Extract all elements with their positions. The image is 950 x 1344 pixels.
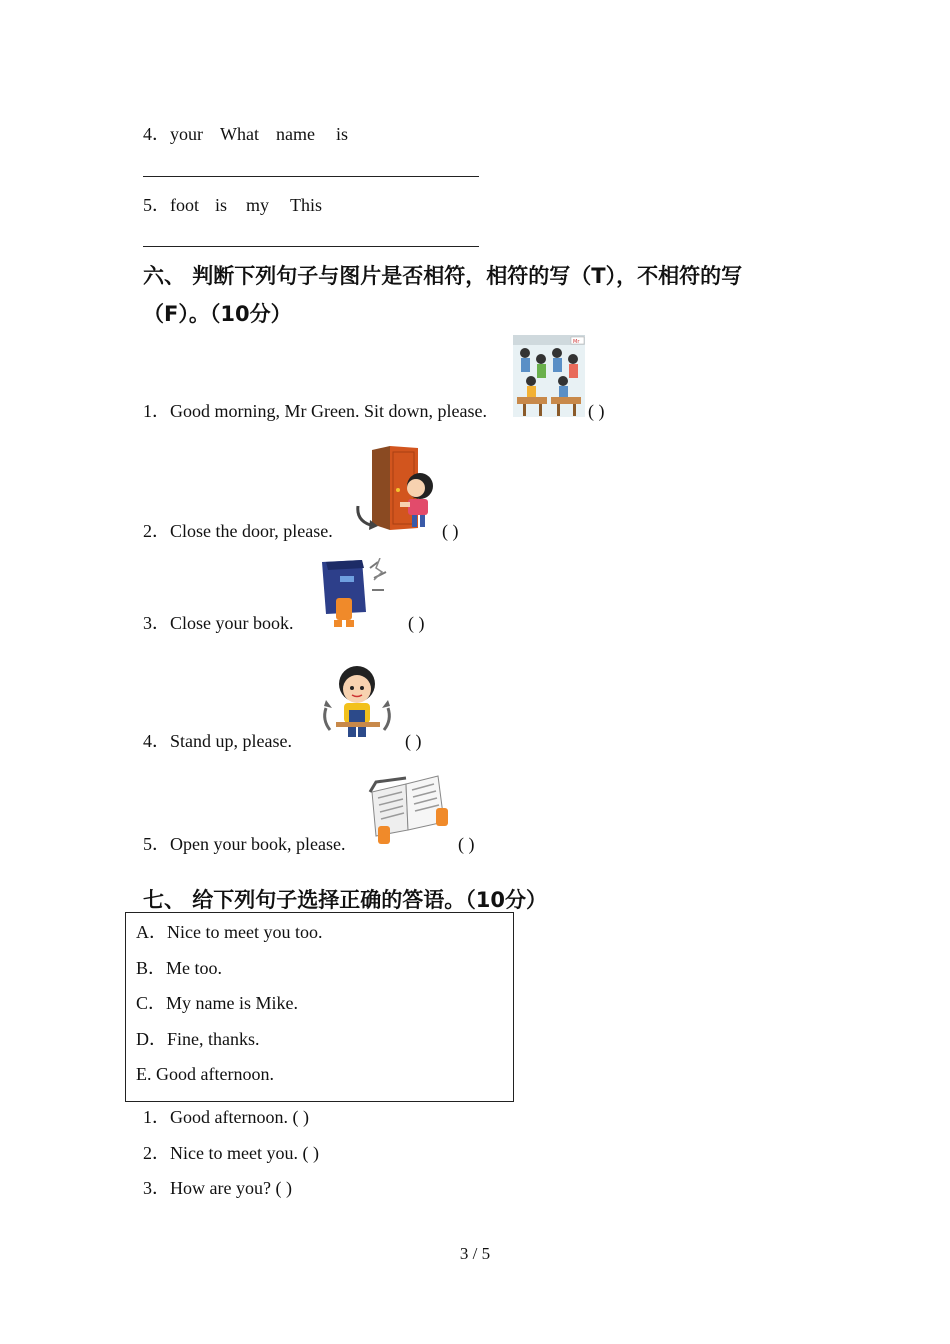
option-b: B．Me too. (136, 958, 223, 978)
scrambled-word: my (246, 195, 270, 215)
section-6-heading: 六、 判断下列句子与图片是否相符，相符的写（T），不相符的写 (143, 264, 743, 288)
answer-blank[interactable]: ( ) (442, 521, 459, 541)
scrambled-word: is (215, 195, 228, 215)
closing-book-picture (316, 558, 398, 628)
scrambled-word: foot (170, 195, 199, 215)
option-c: C．My name is Mike. (136, 993, 298, 1013)
door-picture (352, 446, 438, 534)
item-text: Close your book. (170, 613, 294, 633)
answer-line[interactable] (143, 176, 479, 177)
answer-options-box (125, 912, 514, 1102)
item-text: Close the door, please. (170, 521, 333, 541)
judge-item-2 (143, 520, 333, 542)
answer-blank[interactable]: ( ) (405, 731, 422, 751)
classroom-picture (513, 335, 585, 417)
item-text: Stand up, please. (170, 731, 292, 751)
option-a: A．Nice to meet you too. (136, 922, 323, 942)
answer-blank[interactable]: ( ) (458, 834, 475, 854)
item-text: Good morning, Mr Green. Sit down, please. (170, 401, 487, 421)
match-question-1[interactable]: 1．Good afternoon. ( ) (143, 1107, 309, 1127)
reorder-question-5 (143, 194, 322, 216)
open-book-picture (366, 774, 452, 846)
page-number: 3 / 5 (459, 1244, 491, 1263)
question-number: 5． (143, 834, 170, 854)
option-e: E. Good afternoon. (136, 1064, 274, 1084)
match-question-2[interactable]: 2．Nice to meet you. ( ) (143, 1143, 319, 1163)
judge-item-3 (143, 612, 294, 634)
question-number: 2． (143, 521, 170, 541)
match-question-3[interactable]: 3．How are you? ( ) (143, 1178, 292, 1198)
answer-line[interactable] (143, 246, 479, 247)
scrambled-word: This (290, 195, 323, 215)
judge-item-5 (143, 833, 345, 855)
scrambled-word: is (336, 124, 349, 144)
standing-boy-picture (320, 664, 396, 742)
section-6-heading-cont: （F）。（10分） (143, 302, 292, 326)
item-text: Open your book, please. (170, 834, 346, 854)
answer-blank[interactable]: ( ) (408, 613, 425, 633)
judge-item-4 (143, 730, 292, 752)
scrambled-word: your (170, 124, 203, 144)
scrambled-word: What (220, 124, 259, 144)
section-7-heading: 七、 给下列句子选择正确的答语。（10分） (143, 888, 548, 912)
question-number: 1． (143, 401, 170, 421)
question-number: 4． (143, 731, 170, 751)
option-d: D．Fine, thanks. (136, 1029, 260, 1049)
judge-item-1 (143, 400, 487, 422)
svg-text:Mr: Mr (573, 339, 580, 345)
question-number: 3． (143, 613, 170, 633)
answer-blank[interactable]: ( ) (588, 401, 605, 421)
reorder-question-4 (143, 123, 348, 145)
question-number: 5． (143, 195, 170, 215)
question-number: 4． (143, 124, 170, 144)
scrambled-word: name (276, 124, 315, 144)
